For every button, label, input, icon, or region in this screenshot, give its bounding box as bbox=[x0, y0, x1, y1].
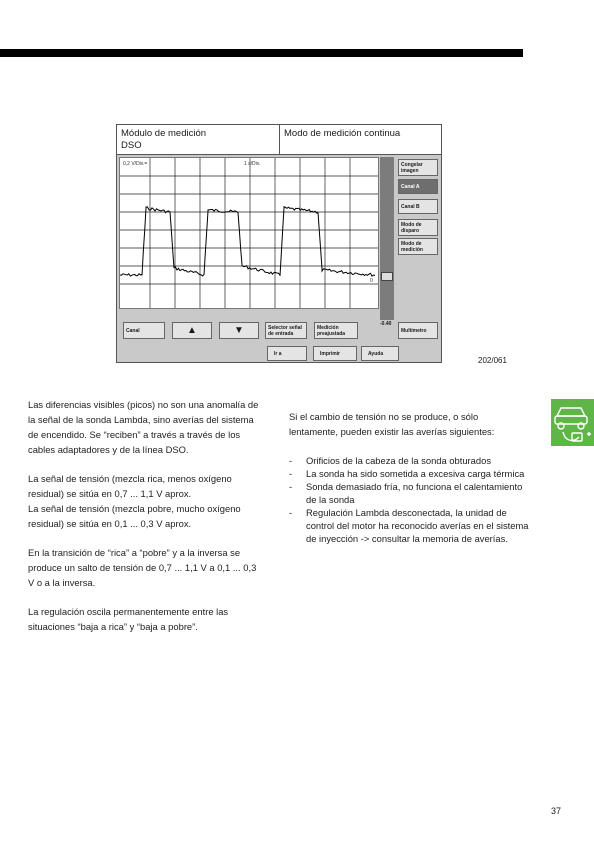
left-column bbox=[28, 397, 262, 648]
trigger-mode-button[interactable]: Modo de disparo bbox=[398, 219, 438, 236]
top-rule bbox=[0, 49, 523, 57]
scale-bar[interactable] bbox=[380, 157, 394, 320]
oscilloscope-graph bbox=[119, 157, 379, 309]
channel-button[interactable]: Canal bbox=[123, 322, 165, 339]
paragraph-regulation: La regulación oscila permanentemente entre las situaciones “baja a rica” y “baja a pobre”. bbox=[28, 606, 229, 632]
header-divider bbox=[279, 125, 280, 154]
right-column bbox=[289, 409, 529, 545]
module-title bbox=[121, 128, 279, 152]
channel-a-button[interactable]: Canal A bbox=[398, 179, 438, 194]
faults-list bbox=[289, 454, 529, 545]
module-title-line2: DSO bbox=[121, 140, 142, 151]
preset-measurement-button[interactable]: Medición preajustada bbox=[314, 322, 358, 339]
list-item: - Regulación Lambda desconectada, la unidad de control del motor ha reconocido averías en el sistema de inyección -> consultar la memoria de averías. bbox=[289, 507, 529, 544]
channel-b-button[interactable]: Canal B bbox=[398, 199, 438, 214]
up-arrow-button[interactable]: ▲ bbox=[172, 322, 212, 339]
input-signal-selector-button[interactable]: Selector señal de entrada bbox=[265, 322, 307, 339]
paragraph-transition: En la transición de “rica” a “pobre” y a la inversa se produce un salto de tensión de 0,7 ... 1,1 V a 0,1 ... 0,3 V o a la inversa. bbox=[28, 547, 257, 588]
waveform-svg bbox=[120, 158, 378, 308]
multimeter-button[interactable]: Multímetro bbox=[398, 322, 438, 339]
print-button[interactable]: Imprimir bbox=[313, 346, 357, 361]
down-arrow-button[interactable]: ▼ bbox=[219, 322, 259, 339]
paragraph-peaks: Las diferencias visibles (picos) no son una anomalía de la señal de la sonda Lambda, sino averías del sistema de encendido. Se “reciben” a través a través de los cables adaptadores y de la línea DSO. bbox=[28, 399, 259, 455]
figure-id: 202/061 bbox=[478, 356, 507, 365]
list-item: - La sonda ha sido sometida a excesiva carga térmica bbox=[289, 468, 525, 479]
vehicle-diagnosis-icon bbox=[551, 399, 594, 446]
paragraph-rich-mixture: La señal de tensión (mezcla rica, menos oxígeno residual) se sitúa en 0,7 ... 1,1 V aprox. bbox=[28, 473, 232, 499]
goto-button[interactable]: Ir a bbox=[267, 346, 307, 361]
grid bbox=[120, 158, 378, 308]
dso-screen-figure bbox=[116, 124, 442, 363]
faults-intro: Si el cambio de tensión no se produce, o sólo lentamente, pueden existir las averías siguientes: bbox=[289, 411, 495, 437]
screen-header bbox=[117, 125, 441, 155]
freeze-image-button[interactable]: Congelar imagen bbox=[398, 159, 438, 176]
mode-title: Modo de medición continua bbox=[284, 128, 401, 139]
page-number: 37 bbox=[551, 806, 562, 816]
paragraph-lean-mixture: La señal de tensión (mezcla pobre, mucho oxígeno residual) se sitúa en 0,1 ... 0,3 V aprox. bbox=[28, 503, 241, 529]
measurement-mode-button[interactable]: Modo de medición bbox=[398, 238, 438, 255]
zero-marker: 0 bbox=[370, 278, 373, 284]
module-title-line1: Módulo de medición bbox=[121, 128, 207, 139]
scale-value: -0.40 bbox=[380, 321, 392, 327]
time-per-div-label: 1 s/Div. bbox=[244, 161, 261, 167]
scale-slider[interactable] bbox=[381, 272, 393, 281]
list-item: - Orificios de la cabeza de la sonda obturados bbox=[289, 455, 492, 466]
volts-per-div-label: 0,2 V/Div.= bbox=[123, 161, 148, 167]
help-button[interactable]: Ayuda bbox=[361, 346, 399, 361]
list-item: - Sonda demasiado fría, no funciona el calentamiento de la sonda bbox=[289, 481, 523, 505]
